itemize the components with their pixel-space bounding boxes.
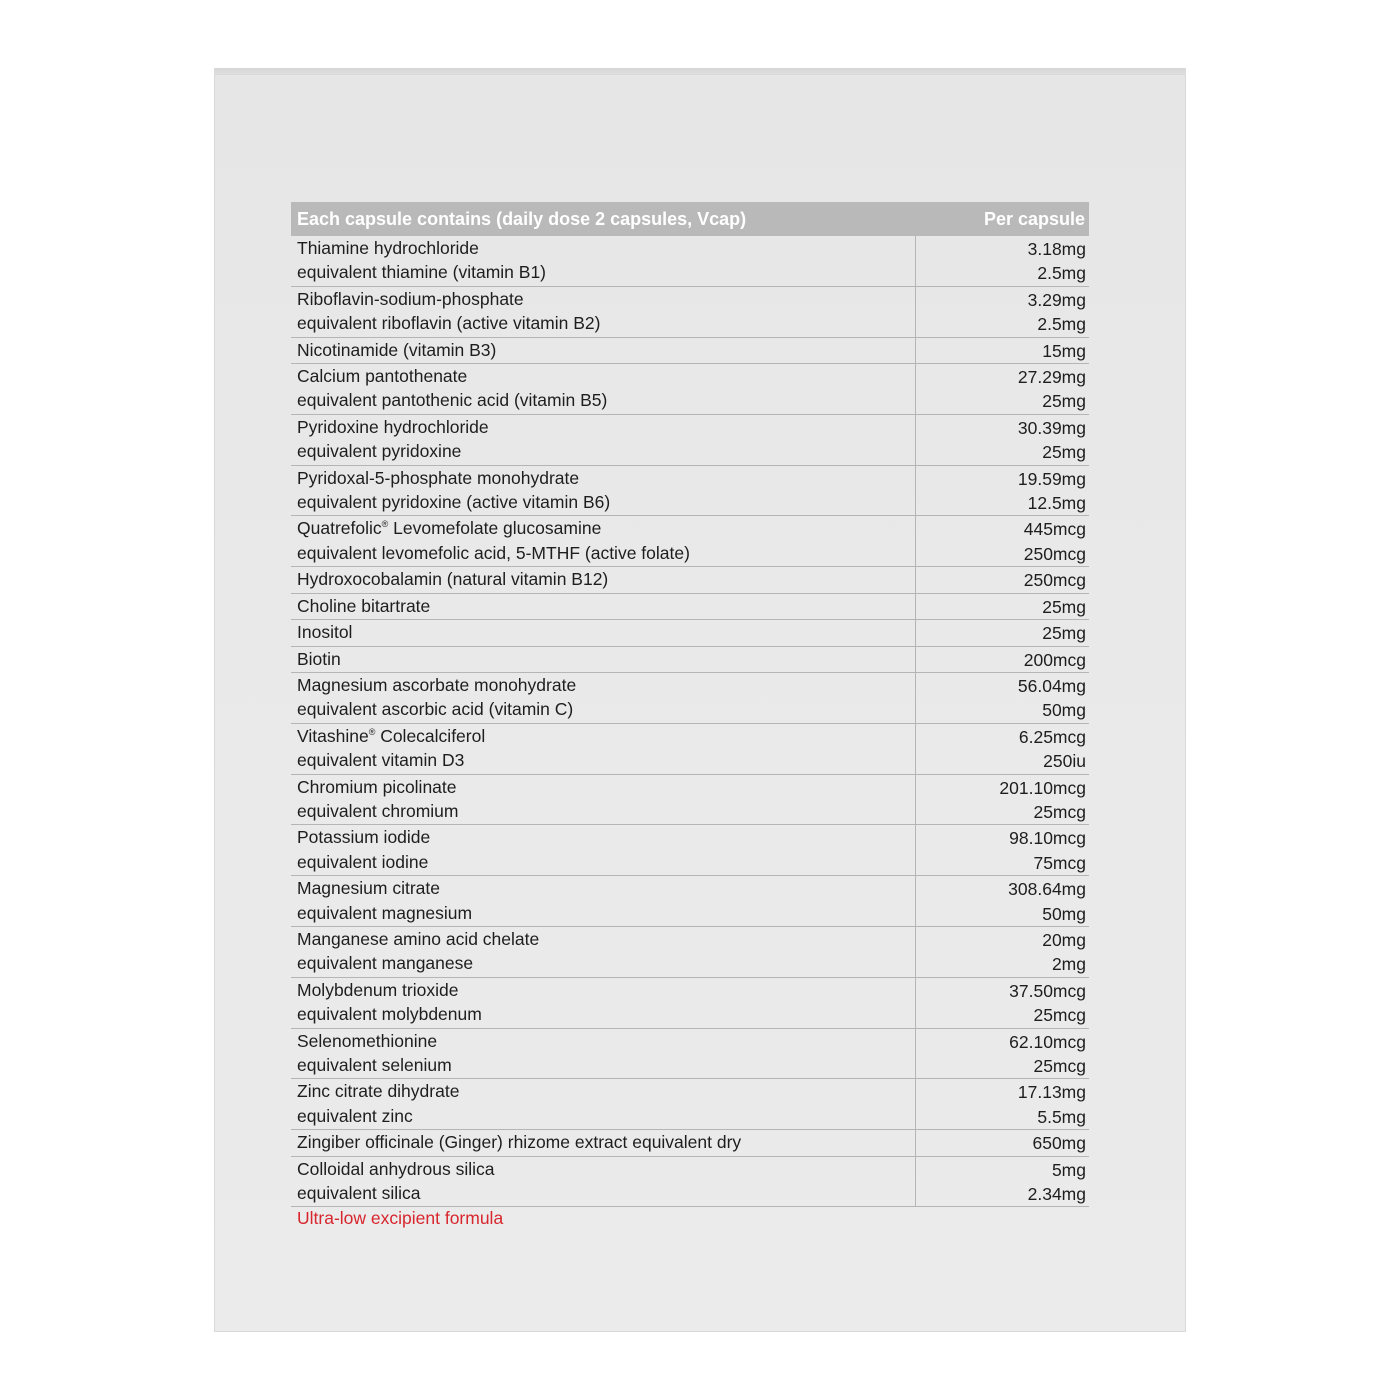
amount-value: 308.64mg xyxy=(1008,879,1086,900)
ingredient-name: equivalent ascorbic acid (vitamin C) xyxy=(297,699,574,720)
table-row xyxy=(291,775,1089,826)
ingredient-cell xyxy=(291,724,916,774)
table-row xyxy=(291,415,1089,466)
table-row xyxy=(291,978,1089,1029)
table-row xyxy=(291,620,1089,646)
table-row xyxy=(291,466,1089,517)
ingredient-cell xyxy=(291,673,916,723)
ingredient-cell xyxy=(291,927,916,977)
registered-mark: ® xyxy=(368,726,376,737)
amount-value: 37.50mcg xyxy=(1009,980,1086,1001)
amount-value: 250mcg xyxy=(1023,570,1086,591)
amount-cell xyxy=(916,236,1089,286)
table-row xyxy=(291,724,1089,775)
ingredient-name: equivalent chromium xyxy=(297,800,459,821)
header-per-capsule: Per capsule xyxy=(983,208,1085,229)
ingredient-name: equivalent manganese xyxy=(297,953,474,974)
table-row xyxy=(291,1079,1089,1130)
ingredient-name: equivalent vitamin D3 xyxy=(297,750,465,771)
amount-cell xyxy=(916,415,1089,465)
amount-value: 12.5mg xyxy=(1027,493,1086,514)
registered-mark: ® xyxy=(381,519,389,530)
amount-cell xyxy=(916,287,1089,337)
amount-cell xyxy=(916,338,1089,363)
ingredient-cell xyxy=(291,415,916,465)
ingredient-cell xyxy=(291,876,916,926)
table-row xyxy=(291,364,1089,415)
amount-value: 20mg xyxy=(1042,929,1086,950)
amount-value: 3.29mg xyxy=(1027,289,1086,310)
ingredient-name: Riboflavin-sodium-phosphate xyxy=(297,288,524,309)
ingredient-cell xyxy=(291,516,916,566)
amount-value: 6.25mcg xyxy=(1018,726,1086,747)
ingredient-name: Calcium pantothenate xyxy=(297,366,468,387)
table-row xyxy=(291,516,1089,567)
amount-cell xyxy=(916,466,1089,516)
amount-cell xyxy=(916,927,1089,977)
amount-value: 445mcg xyxy=(1023,519,1086,540)
ingredient-name: Manganese amino acid chelate xyxy=(297,928,540,949)
amount-cell xyxy=(916,516,1089,566)
ingredient-name: Thiamine hydrochloride xyxy=(297,238,479,258)
amount-cell xyxy=(916,567,1089,592)
ingredient-name: Quatrefolic® Levomefolate glucosamine xyxy=(297,518,602,539)
ingredient-name: Choline bitartrate xyxy=(297,595,431,616)
amount-value: 2.5mg xyxy=(1037,314,1086,335)
ingredient-cell xyxy=(291,236,916,286)
amount-value: 27.29mg xyxy=(1017,367,1086,388)
amount-cell xyxy=(916,594,1089,619)
amount-value: 650mg xyxy=(1032,1133,1086,1154)
amount-value: 50mg xyxy=(1042,700,1086,721)
ingredient-cell xyxy=(291,338,916,363)
ingredient-name: Chromium picolinate xyxy=(297,776,457,797)
ingredient-cell xyxy=(291,1029,916,1079)
table-row xyxy=(291,673,1089,724)
ingredient-cell xyxy=(291,620,916,645)
amount-cell xyxy=(916,825,1089,875)
amount-value: 250iu xyxy=(1043,751,1086,772)
amount-cell xyxy=(916,1079,1089,1129)
table-row xyxy=(291,287,1089,338)
table-row xyxy=(291,567,1089,593)
ingredient-cell xyxy=(291,466,916,516)
amount-value: 25mg xyxy=(1042,596,1086,617)
ingredient-name: Zinc citrate dihydrate xyxy=(297,1081,460,1102)
amount-cell xyxy=(916,647,1089,672)
amount-value: 15mg xyxy=(1042,340,1086,361)
amount-value: 25mcg xyxy=(1033,1005,1086,1026)
table-body xyxy=(291,236,1089,1207)
amount-value: 75mcg xyxy=(1033,852,1086,873)
ingredient-cell xyxy=(291,287,916,337)
header-ingredient: Each capsule contains (daily dose 2 capsules, Vcap) xyxy=(297,208,747,229)
table-row xyxy=(291,236,1089,287)
amount-value: 3.18mg xyxy=(1027,239,1086,259)
ingredients-table xyxy=(291,202,1089,1207)
ingredient-name: equivalent iodine xyxy=(297,851,429,872)
amount-value: 25mg xyxy=(1042,442,1086,463)
amount-value: 5.5mg xyxy=(1037,1106,1086,1127)
ingredient-name: Magnesium ascorbate monohydrate xyxy=(297,674,577,695)
amount-cell xyxy=(916,775,1089,825)
ingredient-name: equivalent pantothenic acid (vitamin B5) xyxy=(297,390,608,411)
ingredient-name: Hydroxocobalamin (natural vitamin B12) xyxy=(297,569,609,590)
amount-value: 19.59mg xyxy=(1017,468,1086,489)
amount-value: 50mg xyxy=(1042,903,1086,924)
ingredient-name: Zingiber officinale (Ginger) rhizome extract equivalent dry xyxy=(297,1132,742,1153)
amount-value: 56.04mg xyxy=(1017,675,1086,696)
amount-cell xyxy=(916,620,1089,645)
ingredient-name: Biotin xyxy=(297,648,341,669)
ingredient-name: Molybdenum trioxide xyxy=(297,979,459,1000)
amount-value: 62.10mcg xyxy=(1009,1031,1086,1052)
amount-cell xyxy=(916,978,1089,1028)
amount-value: 5mg xyxy=(1051,1159,1086,1180)
amount-value: 2mg xyxy=(1051,954,1086,975)
amount-cell xyxy=(916,673,1089,723)
ingredient-name: Magnesium citrate xyxy=(297,878,440,899)
amount-value: 2.5mg xyxy=(1037,263,1086,284)
ingredient-cell xyxy=(291,594,916,619)
ingredient-name: Inositol xyxy=(297,622,353,643)
amount-cell xyxy=(916,1157,1089,1207)
table-row xyxy=(291,647,1089,673)
ingredient-name: equivalent molybdenum xyxy=(297,1004,482,1025)
table-row xyxy=(291,825,1089,876)
ingredient-name: Pyridoxal-5-phosphate monohydrate xyxy=(297,467,580,488)
ingredient-name: equivalent pyridoxine xyxy=(297,441,462,462)
ingredient-cell xyxy=(291,364,916,414)
ingredient-cell xyxy=(291,1079,916,1129)
amount-value: 30.39mg xyxy=(1017,417,1086,438)
amount-cell xyxy=(916,364,1089,414)
ingredient-cell xyxy=(291,1157,916,1207)
ingredient-name: equivalent levomefolic acid, 5-MTHF (active folate) xyxy=(297,542,690,563)
amount-value: 25mcg xyxy=(1033,801,1086,822)
table-header xyxy=(291,202,1089,236)
table-row xyxy=(291,927,1089,978)
amount-cell xyxy=(916,1029,1089,1079)
amount-value: 25mg xyxy=(1042,391,1086,412)
ingredient-name: equivalent silica xyxy=(297,1183,421,1204)
ingredient-name: equivalent selenium xyxy=(297,1055,452,1075)
ingredient-name: Colloidal anhydrous silica xyxy=(297,1158,495,1179)
amount-cell xyxy=(916,1130,1089,1155)
ingredient-name: Selenomethionine xyxy=(297,1030,438,1051)
ingredient-name: equivalent riboflavin (active vitamin B2) xyxy=(297,313,601,334)
ingredient-cell xyxy=(291,825,916,875)
ingredient-cell xyxy=(291,978,916,1028)
ingredient-cell xyxy=(291,775,916,825)
ingredient-name: equivalent zinc xyxy=(297,1105,413,1126)
amount-value: 250mcg xyxy=(1023,543,1086,564)
table-row xyxy=(291,876,1089,927)
amount-value: 17.13mg xyxy=(1017,1082,1086,1103)
table-row xyxy=(291,594,1089,620)
ingredient-name: Nicotinamide (vitamin B3) xyxy=(297,339,497,360)
ingredient-cell xyxy=(291,567,916,592)
ingredient-name: Potassium iodide xyxy=(297,827,431,848)
ingredient-cell xyxy=(291,647,916,672)
amount-value: 201.10mcg xyxy=(999,777,1086,798)
ingredient-cell xyxy=(291,1130,916,1155)
ingredient-name: equivalent magnesium xyxy=(297,902,473,923)
amount-value: 98.10mcg xyxy=(1009,828,1086,849)
ingredient-name: Vitashine® Colecalciferol xyxy=(297,725,486,746)
amount-cell xyxy=(916,724,1089,774)
ingredient-name: equivalent thiamine (vitamin B1) xyxy=(297,262,547,283)
ingredient-name: equivalent pyridoxine (active vitamin B6) xyxy=(297,492,611,513)
table-row xyxy=(291,1157,1089,1208)
excipient-note: Ultra-low excipient formula xyxy=(297,1208,504,1228)
table-row xyxy=(291,1029,1089,1080)
ingredient-name: Pyridoxine hydrochloride xyxy=(297,416,489,437)
amount-value: 2.34mg xyxy=(1027,1184,1086,1205)
amount-value: 25mg xyxy=(1042,623,1086,644)
amount-value: 200mcg xyxy=(1023,649,1086,670)
table-row xyxy=(291,338,1089,364)
amount-cell xyxy=(916,876,1089,926)
amount-value: 25mcg xyxy=(1033,1056,1086,1076)
table-row xyxy=(291,1130,1089,1156)
